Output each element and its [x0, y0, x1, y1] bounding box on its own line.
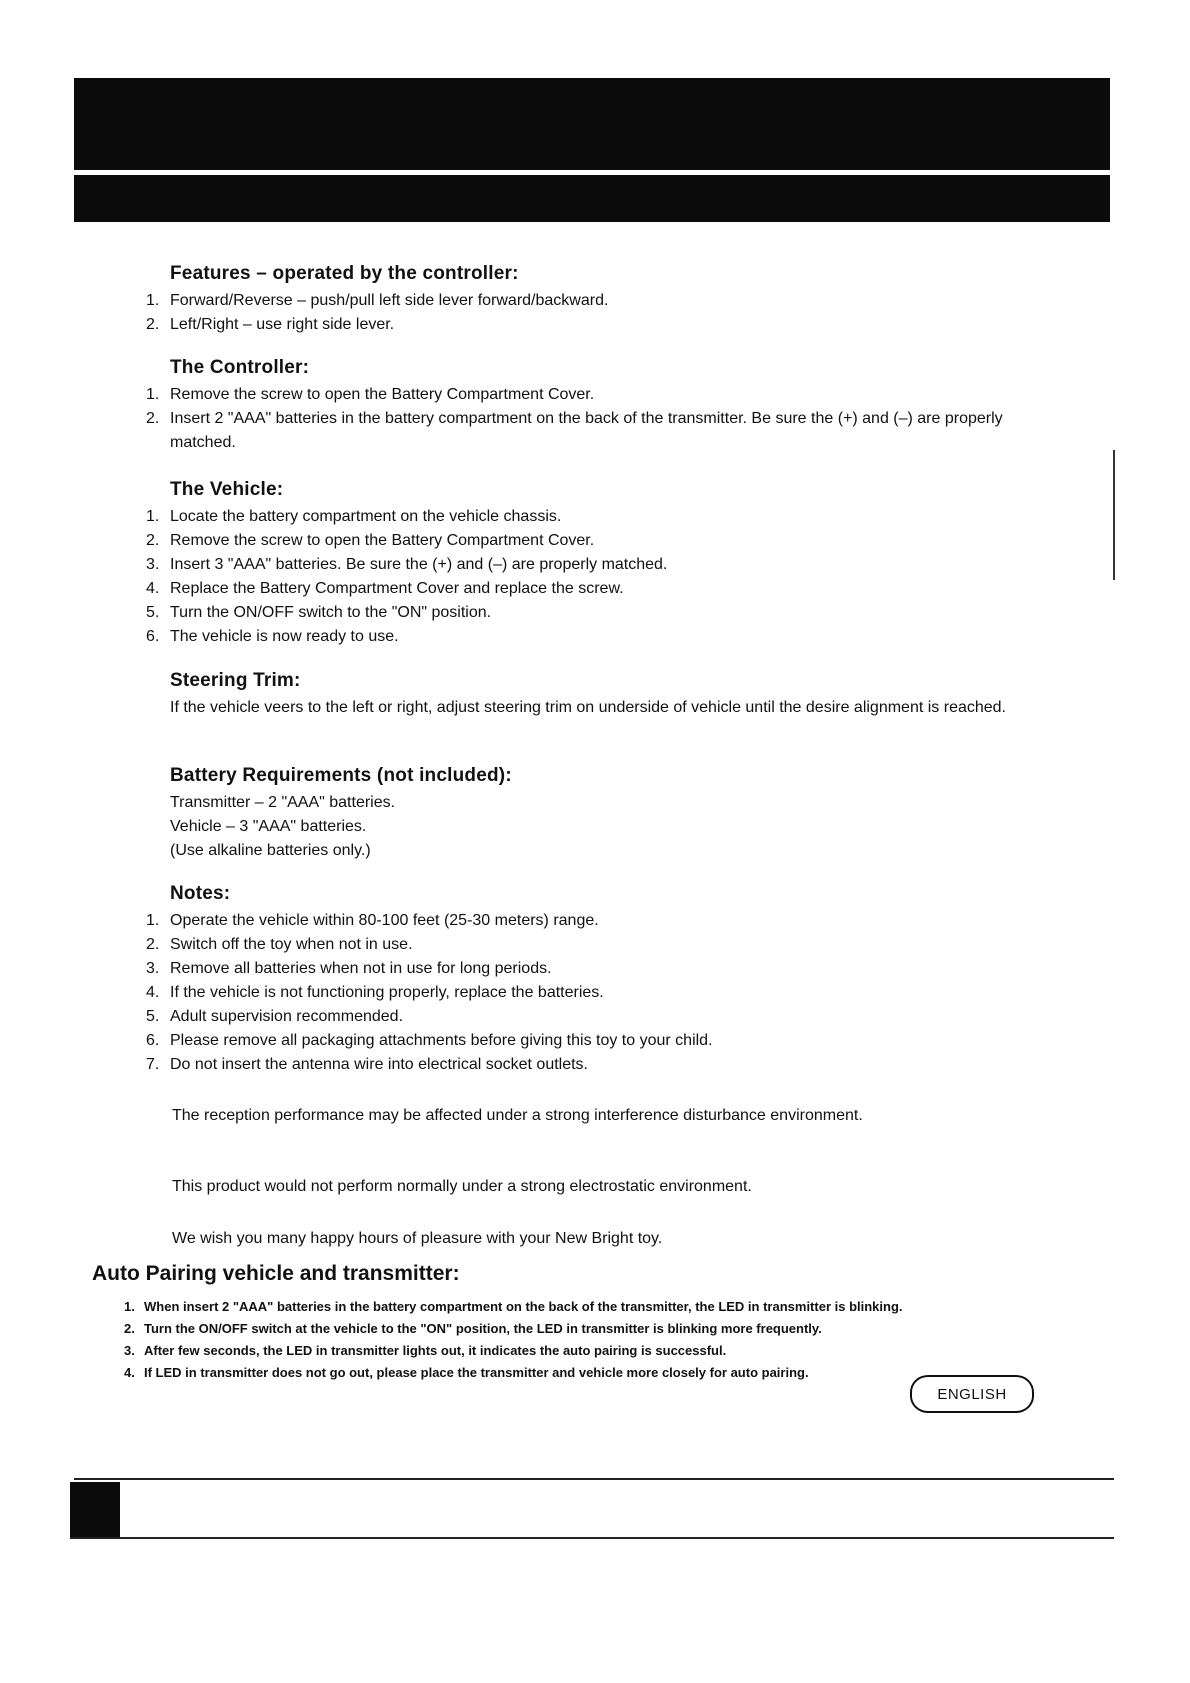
list-item: 3. After few seconds, the LED in transmitter lights out, it indicates the auto pairing is successful. [124, 1343, 727, 1358]
controller-section [146, 357, 1046, 455]
list-item: 2. Insert 2 "AAA" batteries in the battery compartment on the back of the transmitter. Be sure the (+) and (–) are properly matched. [146, 410, 1003, 451]
steering-text: If the vehicle veers to the left or right, adjust steering trim on underside of vehicle until the desire alignment is reached. [170, 699, 1006, 716]
notes-section [146, 883, 1046, 1077]
battery-line: Vehicle – 3 "AAA" batteries. [170, 818, 367, 835]
list-item: 1. Locate the battery compartment on the vehicle chassis. [146, 508, 562, 525]
list-item: 2. Left/Right – use right side lever. [146, 316, 395, 333]
features-list [146, 289, 1046, 337]
list-item: 1. Remove the screw to open the Battery Compartment Cover. [146, 386, 595, 403]
battery-lines [146, 791, 1046, 863]
battery-section [146, 765, 1046, 863]
divider [74, 1478, 1114, 1480]
auto-pairing-list [124, 1296, 904, 1384]
footer-block [70, 1482, 120, 1539]
footer-divider [70, 1537, 1114, 1539]
list-item: 5. Turn the ON/OFF switch to the "ON" position. [146, 604, 492, 621]
controller-title: The Controller: [170, 357, 310, 378]
battery-line: (Use alkaline batteries only.) [170, 842, 371, 859]
list-item: 4. If the vehicle is not functioning properly, replace the batteries. [146, 984, 604, 1001]
list-item: 2. Switch off the toy when not in use. [146, 936, 413, 953]
header-band [74, 78, 1110, 170]
subheader-band [74, 175, 1110, 222]
list-item: 1. Operate the vehicle within 80-100 feet (25-30 meters) range. [146, 912, 599, 929]
controller-list [146, 383, 1046, 455]
list-item: 3. Remove all batteries when not in use for long periods. [146, 960, 552, 977]
vehicle-title: The Vehicle: [170, 479, 284, 500]
list-item: 2. Turn the ON/OFF switch at the vehicle to the "ON" position, the LED in transmitter is blinking more frequently. [124, 1321, 822, 1336]
steering-title: Steering Trim: [170, 670, 301, 691]
list-item: 1. Forward/Reverse – push/pull left side lever forward/backward. [146, 292, 609, 309]
electrostatic-note: This product would not perform normally under a strong electrostatic environment. [172, 1178, 752, 1195]
list-item: 3. Insert 3 "AAA" batteries. Be sure the (+) and (–) are properly matched. [146, 556, 668, 573]
language-badge: ENGLISH [910, 1375, 1034, 1413]
list-item: 1. When insert 2 "AAA" batteries in the battery compartment on the back of the transmitter, the LED in transmitter is blinking. [124, 1299, 903, 1314]
auto-pairing-title: Auto Pairing vehicle and transmitter: [92, 1262, 460, 1285]
battery-line: Transmitter – 2 "AAA" batteries. [170, 794, 396, 811]
battery-title: Battery Requirements (not included): [170, 765, 512, 786]
margin-mark [1113, 450, 1115, 580]
closing-wish: We wish you many happy hours of pleasure with your New Bright toy. [172, 1230, 663, 1247]
steering-section [146, 670, 1046, 720]
list-item: 7. Do not insert the antenna wire into electrical socket outlets. [146, 1056, 588, 1073]
vehicle-section [146, 479, 1046, 649]
notes-list [146, 909, 1046, 1077]
features-section [146, 263, 1046, 337]
vehicle-list [146, 505, 1046, 649]
list-item: 2. Remove the screw to open the Battery Compartment Cover. [146, 532, 595, 549]
reception-note: The reception performance may be affected under a strong interference disturbance environment. [172, 1107, 863, 1124]
list-item: 5. Adult supervision recommended. [146, 1008, 404, 1025]
features-title: Features – operated by the controller: [170, 263, 519, 284]
list-item: 4. Replace the Battery Compartment Cover and replace the screw. [146, 580, 624, 597]
list-item: 6. The vehicle is now ready to use. [146, 628, 399, 645]
list-item: 4. If LED in transmitter does not go out, please place the transmitter and vehicle more closely for auto pairing. [124, 1365, 809, 1380]
notes-title: Notes: [170, 883, 231, 904]
list-item: 6. Please remove all packaging attachments before giving this toy to your child. [146, 1032, 713, 1049]
